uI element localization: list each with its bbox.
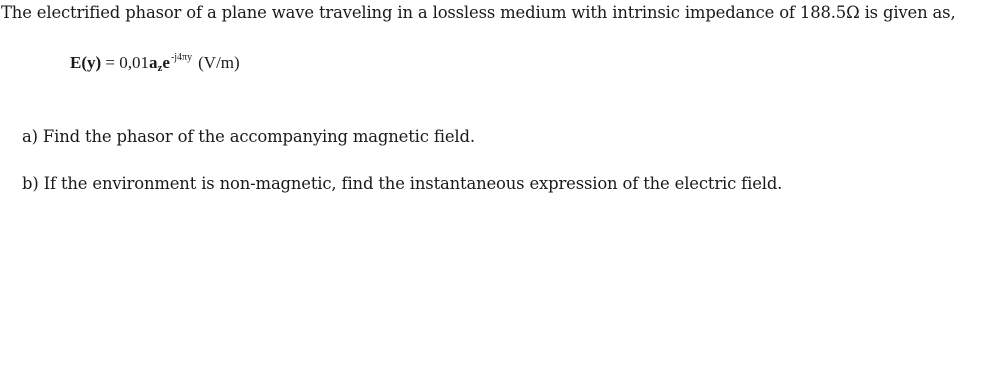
equation-units: (V/m)	[198, 53, 240, 72]
equation-lhs: E(y)	[70, 53, 102, 72]
unit-vector: a	[149, 53, 158, 72]
exponent: -j4πy	[170, 52, 193, 63]
equation-equals: =	[101, 53, 120, 72]
unit-vector-subscript: z	[157, 62, 163, 74]
equation-coefficient: 0,01	[119, 53, 150, 72]
electric-field-equation	[70, 52, 240, 79]
question-a: a) Find the phasor of the accompanying magnetic field.	[22, 127, 475, 146]
question-b: b) If the environment is non-magnetic, find the instantaneous expression of the electric field.	[22, 174, 783, 193]
exponential-base: e	[162, 53, 170, 72]
problem-statement: The electrified phasor of a plane wave traveling in a lossless medium with intrinsic impedance of 188.5Ω is given as,	[1, 3, 956, 22]
